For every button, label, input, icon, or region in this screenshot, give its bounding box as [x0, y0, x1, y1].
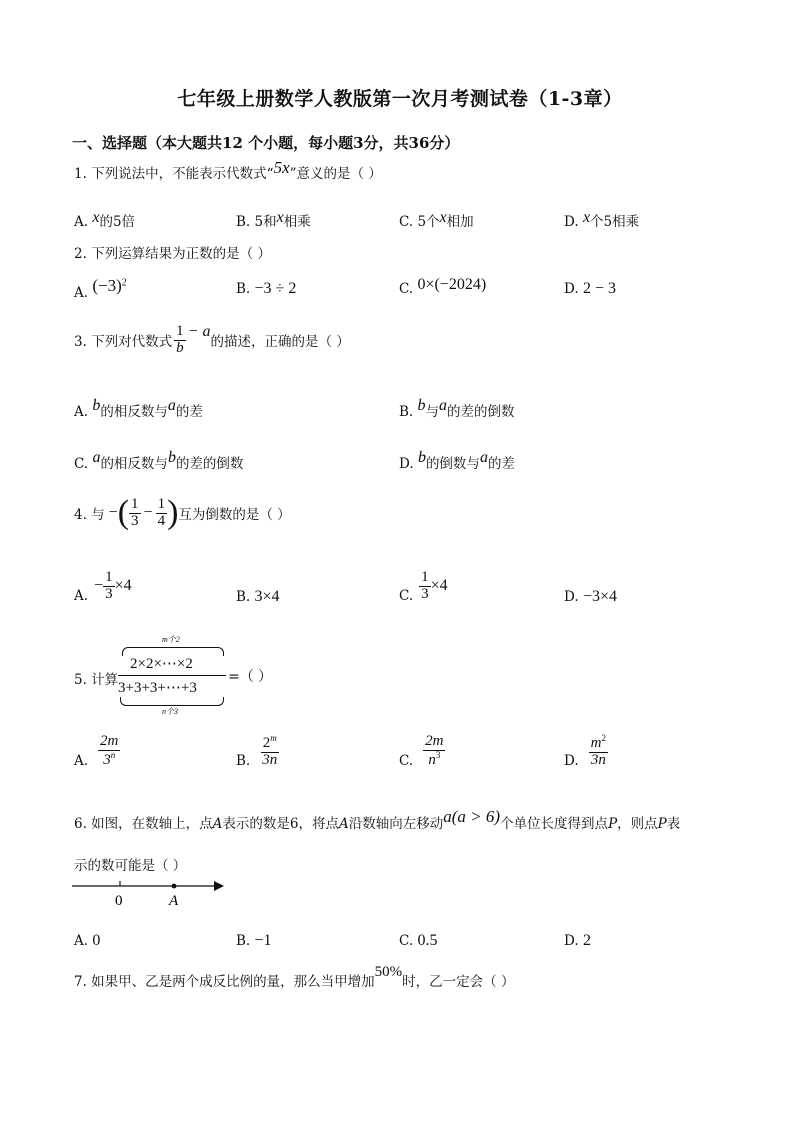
fraction-numerator: 1 — [105, 569, 113, 585]
q1-option-b[interactable] — [236, 210, 311, 231]
fraction-numerator: 1 — [421, 569, 429, 585]
q3-option-a[interactable] — [74, 397, 203, 421]
option-var: x — [582, 209, 591, 226]
q6-text: 表 — [666, 816, 681, 832]
q2-option-a[interactable] — [74, 276, 127, 301]
option-label: A. — [74, 214, 89, 230]
option-label: C. — [399, 753, 414, 770]
q1-stem-post: ”意义的是（ ） — [289, 166, 382, 182]
option-value: −1 — [254, 932, 272, 949]
question-7 — [74, 964, 515, 991]
q5-fraction-bar — [118, 675, 226, 676]
page-title: 七年级上册数学人教版第一次月考测试卷（1-3章） — [177, 88, 623, 110]
option-label: C. — [399, 281, 414, 297]
option-fraction — [423, 734, 445, 769]
option-var: b — [167, 449, 176, 466]
option-label: A. — [74, 588, 89, 605]
number-line-arrow-icon — [214, 881, 224, 891]
q3-option-c[interactable] — [74, 449, 244, 473]
fraction-denominator: 3 — [421, 585, 429, 602]
fraction-denominator: 3n — [262, 751, 278, 768]
option-label: D. — [564, 753, 579, 770]
fraction-numerator: 1 — [176, 323, 184, 339]
denominator-exponent: 3 — [435, 749, 441, 760]
option-text: 与 — [425, 404, 440, 420]
fraction-denominator: b — [176, 339, 184, 356]
fraction-denominator: 3 — [131, 512, 139, 529]
origin-label: 0 — [115, 893, 123, 909]
option-fraction — [589, 734, 608, 769]
right-paren: ) — [167, 494, 179, 531]
option-label: B. — [236, 933, 251, 949]
q5-stem-pre: 5. 计算 — [74, 672, 119, 688]
option-label: D. — [564, 214, 579, 230]
option-fraction — [419, 570, 431, 603]
q4-minus-mid: − — [143, 504, 153, 521]
option-text: 5个 — [417, 214, 440, 230]
question-6-line-2: 示的数可能是（ ） — [74, 858, 187, 874]
q2-option-d[interactable] — [564, 280, 616, 298]
option-var: b — [417, 397, 426, 414]
option-var: a — [439, 397, 448, 414]
q6-option-d[interactable] — [564, 932, 591, 950]
q3-minus-a: − a — [187, 323, 211, 341]
option-label: A. — [74, 933, 89, 949]
q5-top-note: m个2 — [162, 635, 180, 644]
option-var: a — [167, 397, 176, 414]
option-text: 的5倍 — [99, 214, 136, 230]
q3-fraction — [174, 324, 186, 357]
number-line — [70, 876, 230, 912]
q5-denominator: 3+3+3+⋯+3 — [118, 680, 197, 696]
option-expr: (−3) — [92, 276, 122, 295]
numerator-base: m — [590, 735, 602, 751]
q5-stem-post: =（ ） — [228, 669, 273, 685]
option-label: D. — [564, 281, 579, 297]
question-3 — [74, 324, 350, 357]
numerator-exponent: 2 — [601, 733, 606, 743]
option-sign: − — [94, 577, 104, 595]
fraction-numerator: 2m — [425, 733, 444, 749]
q4-fraction-1 — [129, 497, 141, 530]
q3-option-b[interactable] — [399, 397, 515, 421]
option-text: 的差的倒数 — [175, 456, 244, 472]
option-text: 5和 — [254, 214, 277, 230]
q5-bottom-note: n个3 — [162, 707, 178, 716]
fraction-denominator: 4 — [157, 512, 166, 529]
q4-option-b[interactable] — [236, 588, 280, 606]
option-text: 的差 — [175, 404, 203, 420]
q6-point-a: A — [212, 816, 223, 832]
q4-stem-pre: 4. 与 — [74, 507, 105, 523]
q3-stem-pre: 3. 下列对代数式 — [74, 334, 173, 351]
q6-point-a: A — [339, 816, 349, 832]
option-expr: −3 ÷ 2 — [254, 280, 297, 297]
q6-text: ，则点 — [617, 816, 658, 832]
option-label: C. — [399, 933, 414, 949]
q6-condition: a(a > 6) — [443, 807, 501, 826]
point-a-dot — [172, 884, 177, 889]
option-var: a — [479, 449, 488, 466]
q4-option-a[interactable] — [74, 570, 132, 603]
q4-fraction-2 — [156, 497, 168, 530]
option-expr: 2 − 3 — [582, 280, 616, 297]
question-1 — [74, 158, 382, 183]
q5-option-c[interactable] — [399, 734, 445, 769]
option-exponent: 2 — [121, 277, 127, 289]
option-text: 的相反数与 — [100, 456, 168, 472]
option-label: C. — [399, 588, 414, 605]
fraction-denominator — [426, 751, 442, 769]
option-value: 2 — [582, 932, 591, 949]
denominator-base: n — [428, 751, 436, 768]
option-label: B. — [236, 281, 251, 297]
option-var: x — [92, 209, 100, 226]
q7-text: 时，乙一定会（ ） — [402, 974, 515, 990]
q4-stem-post: 互为倒数的是（ ） — [178, 507, 291, 523]
point-a-label: A — [169, 893, 179, 909]
fraction-denominator — [101, 751, 117, 769]
option-value: 0.5 — [417, 932, 438, 949]
option-label: B. — [236, 753, 251, 770]
q2-option-c[interactable] — [399, 276, 487, 297]
fraction-denominator: 3n — [590, 751, 606, 768]
q4-minus: − — [108, 504, 118, 521]
q1-expr: 5x — [273, 158, 290, 177]
option-fraction — [98, 734, 120, 769]
question-6-line-1 — [74, 807, 681, 833]
q7-percent: 50% — [374, 964, 403, 980]
option-text: 相加 — [446, 214, 474, 230]
option-label: B. — [236, 214, 251, 230]
numerator-base: 2 — [262, 735, 271, 751]
option-text: 的相反数与 — [100, 404, 168, 420]
question-4 — [74, 496, 291, 530]
fraction-numerator — [589, 734, 608, 753]
option-label: D. — [564, 589, 579, 605]
option-label: B. — [236, 589, 251, 605]
q3-option-d[interactable] — [399, 449, 515, 473]
q1-option-d[interactable] — [564, 210, 639, 231]
option-text: 个5相乘 — [590, 214, 640, 230]
option-var: a — [92, 449, 101, 466]
option-text: 的倒数与 — [425, 456, 480, 472]
q6-text: 个单位长度得到点 — [500, 816, 609, 832]
q5-expression — [118, 634, 226, 716]
fraction-numerator: 1 — [131, 495, 139, 512]
q6-point-p: P — [608, 816, 618, 832]
q5-numerator: 2×2×⋯×2 — [130, 656, 193, 672]
option-label: C. — [399, 214, 414, 230]
q6-point-p: P — [657, 816, 667, 832]
numerator-exponent: m — [270, 733, 277, 743]
fraction-denominator: 3 — [105, 585, 113, 602]
option-label: D. — [564, 933, 579, 949]
fraction-numerator: 2m — [100, 733, 119, 749]
q6-option-a[interactable] — [74, 932, 100, 950]
denominator-base: 3 — [103, 751, 111, 768]
q3-stem-post: 的描述，正确的是（ ） — [210, 334, 350, 351]
fraction-numerator — [261, 734, 279, 753]
option-label: A. — [74, 753, 89, 770]
q6-option-b[interactable] — [236, 932, 272, 950]
option-var: b — [92, 397, 101, 414]
denominator-exponent: n — [110, 749, 116, 760]
option-label: D. — [399, 456, 414, 472]
question-2: 2. 下列运算结果为正数的是（ ） — [74, 246, 271, 262]
q5-option-b[interactable] — [236, 734, 279, 769]
option-label: C. — [74, 456, 89, 472]
option-text: 的差 — [487, 456, 515, 472]
option-tail: ×4 — [114, 577, 132, 595]
q1-option-a[interactable] — [74, 210, 135, 231]
option-expr: −3×4 — [582, 588, 617, 605]
option-text: 的差的倒数 — [447, 404, 515, 420]
q4-option-c[interactable] — [399, 570, 448, 603]
q6-text: 沿数轴向左移动 — [348, 816, 444, 832]
option-fraction — [260, 734, 279, 769]
q6-text: 6. 如图，在数轴上，点 — [74, 816, 213, 832]
fraction-numerator: 1 — [157, 495, 166, 512]
left-paren: ( — [117, 494, 130, 531]
option-value: 0 — [92, 932, 101, 949]
q4-option-d[interactable] — [564, 588, 617, 606]
option-label: A. — [74, 404, 89, 420]
option-var: x — [276, 209, 284, 226]
q5-option-d[interactable] — [564, 734, 608, 769]
section-heading: 一、选择题（本大题共12 个小题，每小题3分，共36分） — [72, 134, 460, 152]
q6-text: 表示的数是6，将点 — [222, 816, 340, 832]
option-expr: 0×(−2024) — [417, 276, 487, 293]
option-fraction — [103, 570, 115, 603]
q5-option-a[interactable] — [74, 734, 120, 769]
option-expr: 3×4 — [254, 588, 280, 605]
option-tail: ×4 — [430, 577, 448, 595]
option-label: A. — [74, 285, 89, 301]
q1-option-c[interactable] — [399, 210, 474, 231]
q1-stem-pre: 1. 下列说法中，不能表示代数式“ — [74, 166, 274, 182]
q2-option-b[interactable] — [236, 280, 296, 298]
option-var: b — [417, 449, 426, 466]
q7-text: 7. 如果甲、乙是两个成反比例的量，那么当甲增加 — [74, 974, 375, 990]
option-text: 相乘 — [283, 214, 311, 230]
option-var: x — [439, 209, 447, 226]
option-label: B. — [399, 404, 414, 420]
q6-option-c[interactable] — [399, 932, 437, 950]
q5-bottom-brace — [120, 697, 224, 706]
